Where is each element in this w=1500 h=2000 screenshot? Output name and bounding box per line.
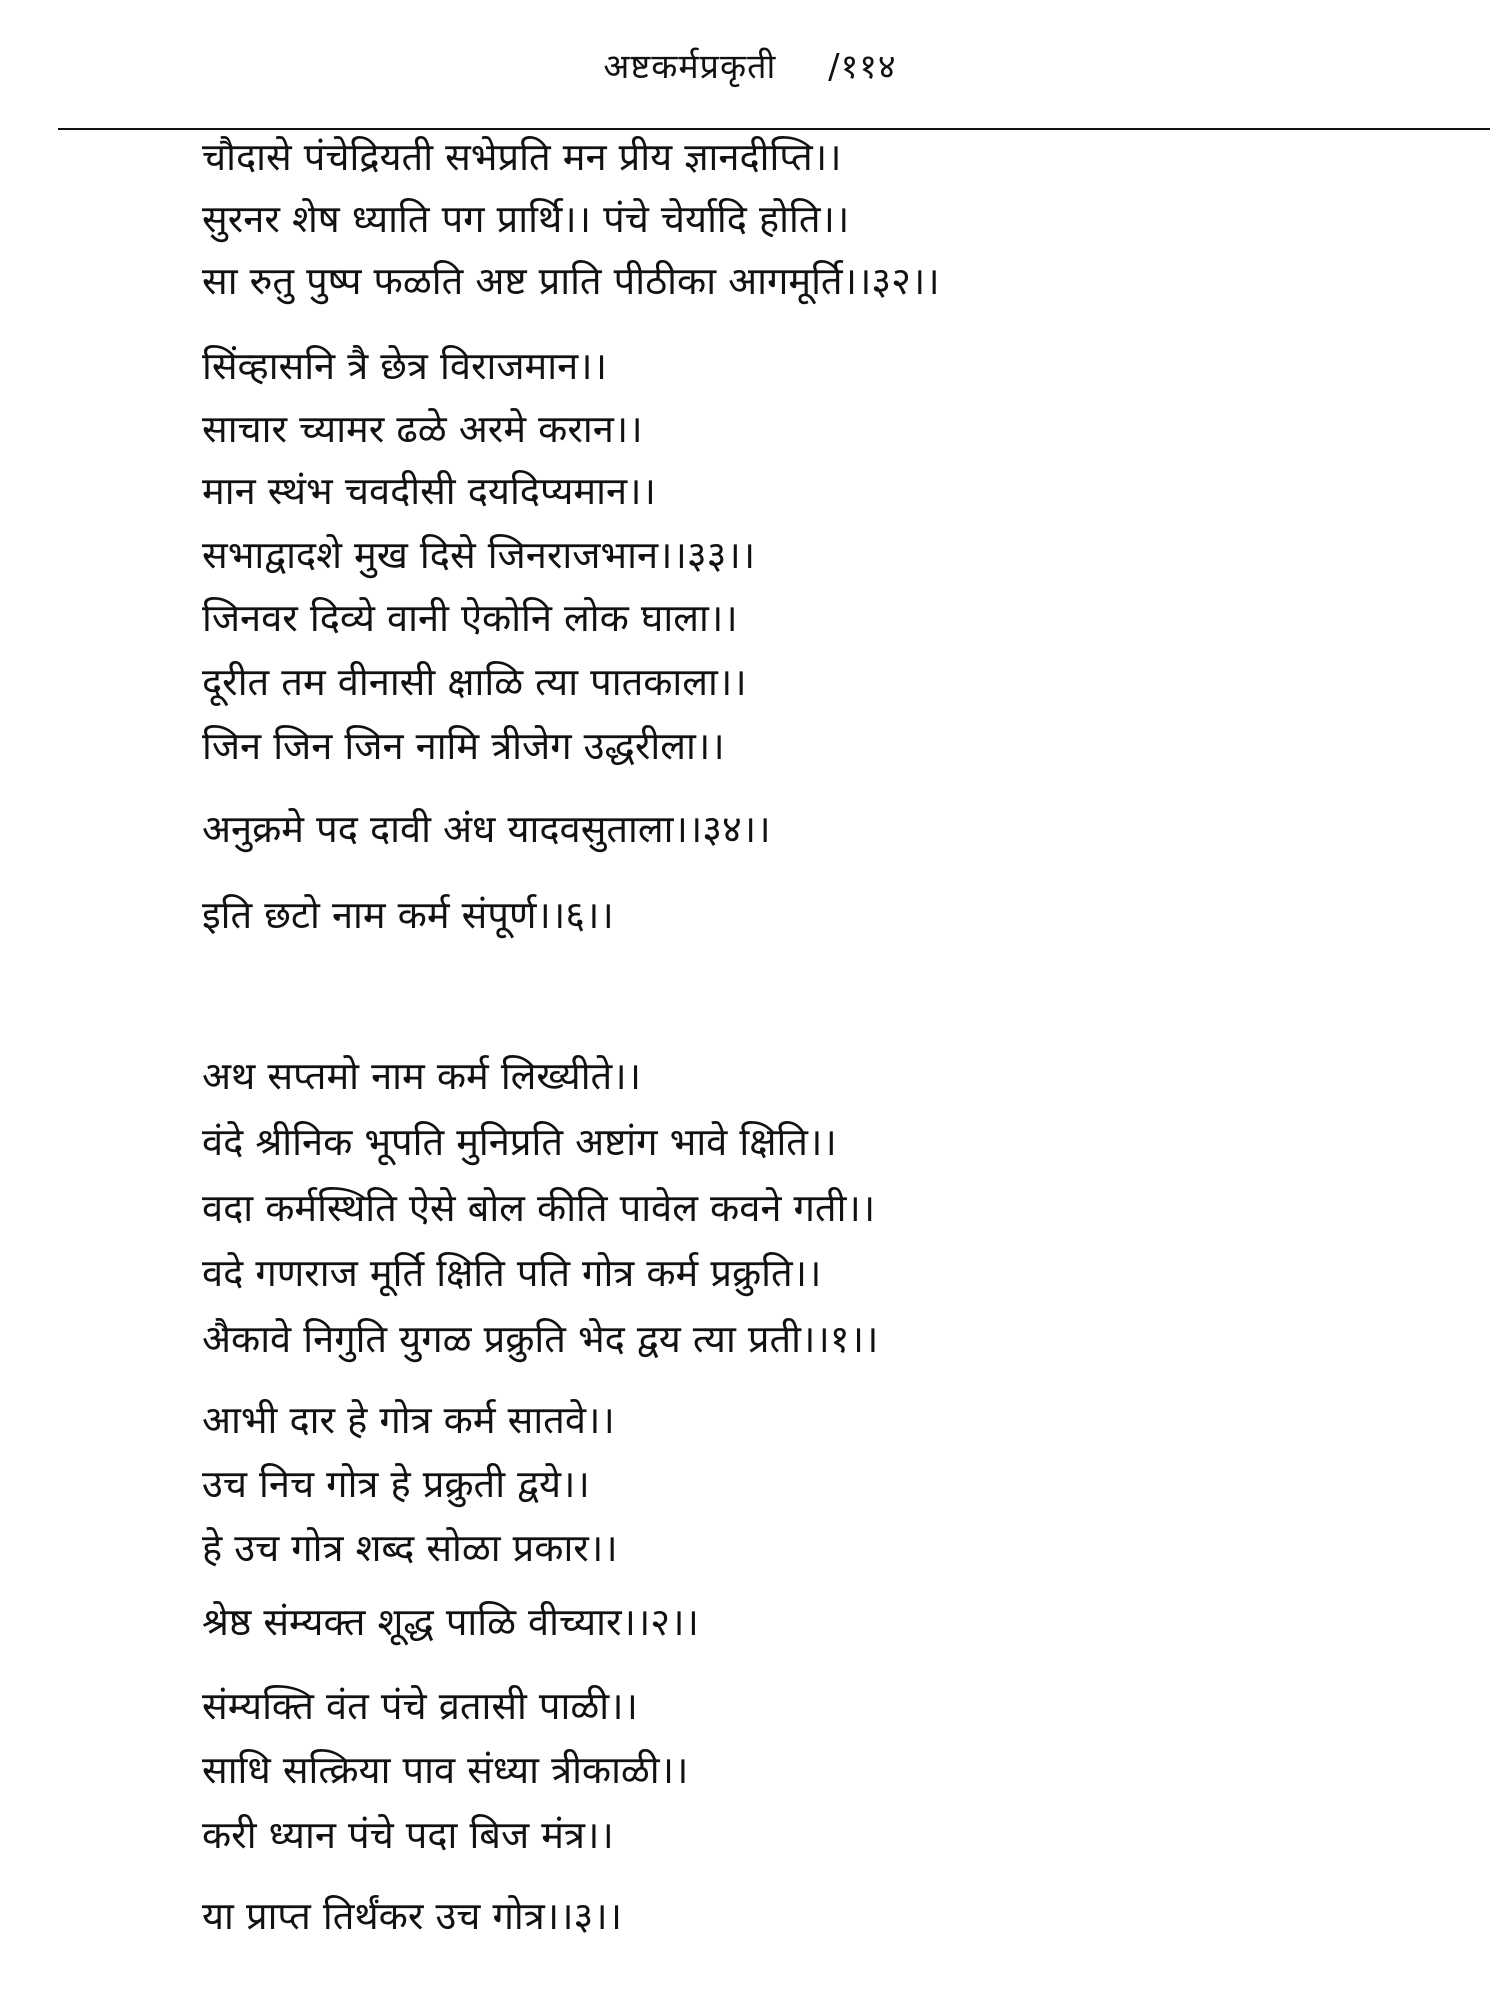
- verse-line: सिंव्हासनि त्रै छेत्र विराजमान।।: [202, 344, 607, 388]
- verse-line: सभाद्वादशे मुख दिसे जिनराजभान।।३३।।: [202, 533, 756, 577]
- header-rule: [58, 128, 1490, 130]
- verse-line: सुरनर शेष ध्याति पग प्रार्थि।। पंचे चेर्यादि होति।।: [202, 197, 850, 241]
- verse-line: वदे गणराज मूर्ति क्षिति पति गोत्र कर्म प्रक्रुति।।: [202, 1251, 822, 1295]
- section-end-line: इति छटो नाम कर्म संपूर्ण।।६।।: [202, 893, 614, 937]
- verse-line: चौदासे पंचेद्रियती सभेप्रति मन प्रीय ज्ञानदीप्ति।।: [202, 135, 842, 179]
- verse-line: सा रुतु पुष्प फळति अष्ट प्राति पीठीका आगमूर्ति।।३२।।: [202, 259, 940, 303]
- verse-line: साधि सत्क्रिया पाव संध्या त्रीकाळी।।: [202, 1748, 689, 1792]
- verse-line: जिन जिन जिन नामि त्रीजेग उद्धरीला।।: [202, 724, 725, 768]
- verse-line: हे उच गोत्र शब्द सोळा प्रकार।।: [202, 1526, 618, 1570]
- page-number: /११४: [828, 47, 897, 87]
- verse-line: उच निच गोत्र हे प्रक्रुती द्वये।।: [202, 1462, 590, 1506]
- verse-line: आभी दार हे गोत्र कर्म सातवे।।: [202, 1398, 615, 1442]
- page-title: अष्टकर्मप्रकृती: [603, 47, 777, 87]
- verse-line: दूरीत तम वीनासी क्षाळि त्या पातकाला।।: [202, 660, 747, 704]
- verse-line: जिनवर दिव्ये वानी ऐकोनि लोक घाला।।: [202, 596, 738, 640]
- verse-line: या प्राप्त तिर्थंकर उच गोत्र।।३।।: [202, 1894, 623, 1938]
- page-header: [0, 42, 1500, 88]
- verse-line: संम्यक्ति वंत पंचे व्रतासी पाळी।।: [202, 1684, 638, 1728]
- verse-line: वंदे श्रीनिक भूपति मुनिप्रति अष्टांग भावे क्षिति।।: [202, 1120, 837, 1164]
- verse-line: अैकावे निगुति युगळ प्रक्रुति भेद द्वय त्या प्रती।।१।।: [202, 1317, 879, 1361]
- verse-line: श्रेष्ठ संम्यक्त शूद्ध पाळि वीच्यार।।२।।: [202, 1600, 699, 1644]
- verse-line: मान स्थंभ चवदीसी दयदिप्यमान।।: [202, 469, 656, 513]
- verse-line: वदा कर्मस्थिति ऐसे बोल कीति पावेल कवने गती।।: [202, 1186, 876, 1230]
- section-start-line: अथ सप्तमो नाम कर्म लिख्यीते।।: [202, 1054, 641, 1098]
- verse-line: साचार च्यामर ढळे अरमे करान।।: [202, 407, 643, 451]
- verse-line: करी ध्यान पंचे पदा बिज मंत्र।।: [202, 1813, 614, 1857]
- verse-line: अनुक्रमे पद दावी अंध यादवसुताला।।३४।।: [202, 807, 771, 851]
